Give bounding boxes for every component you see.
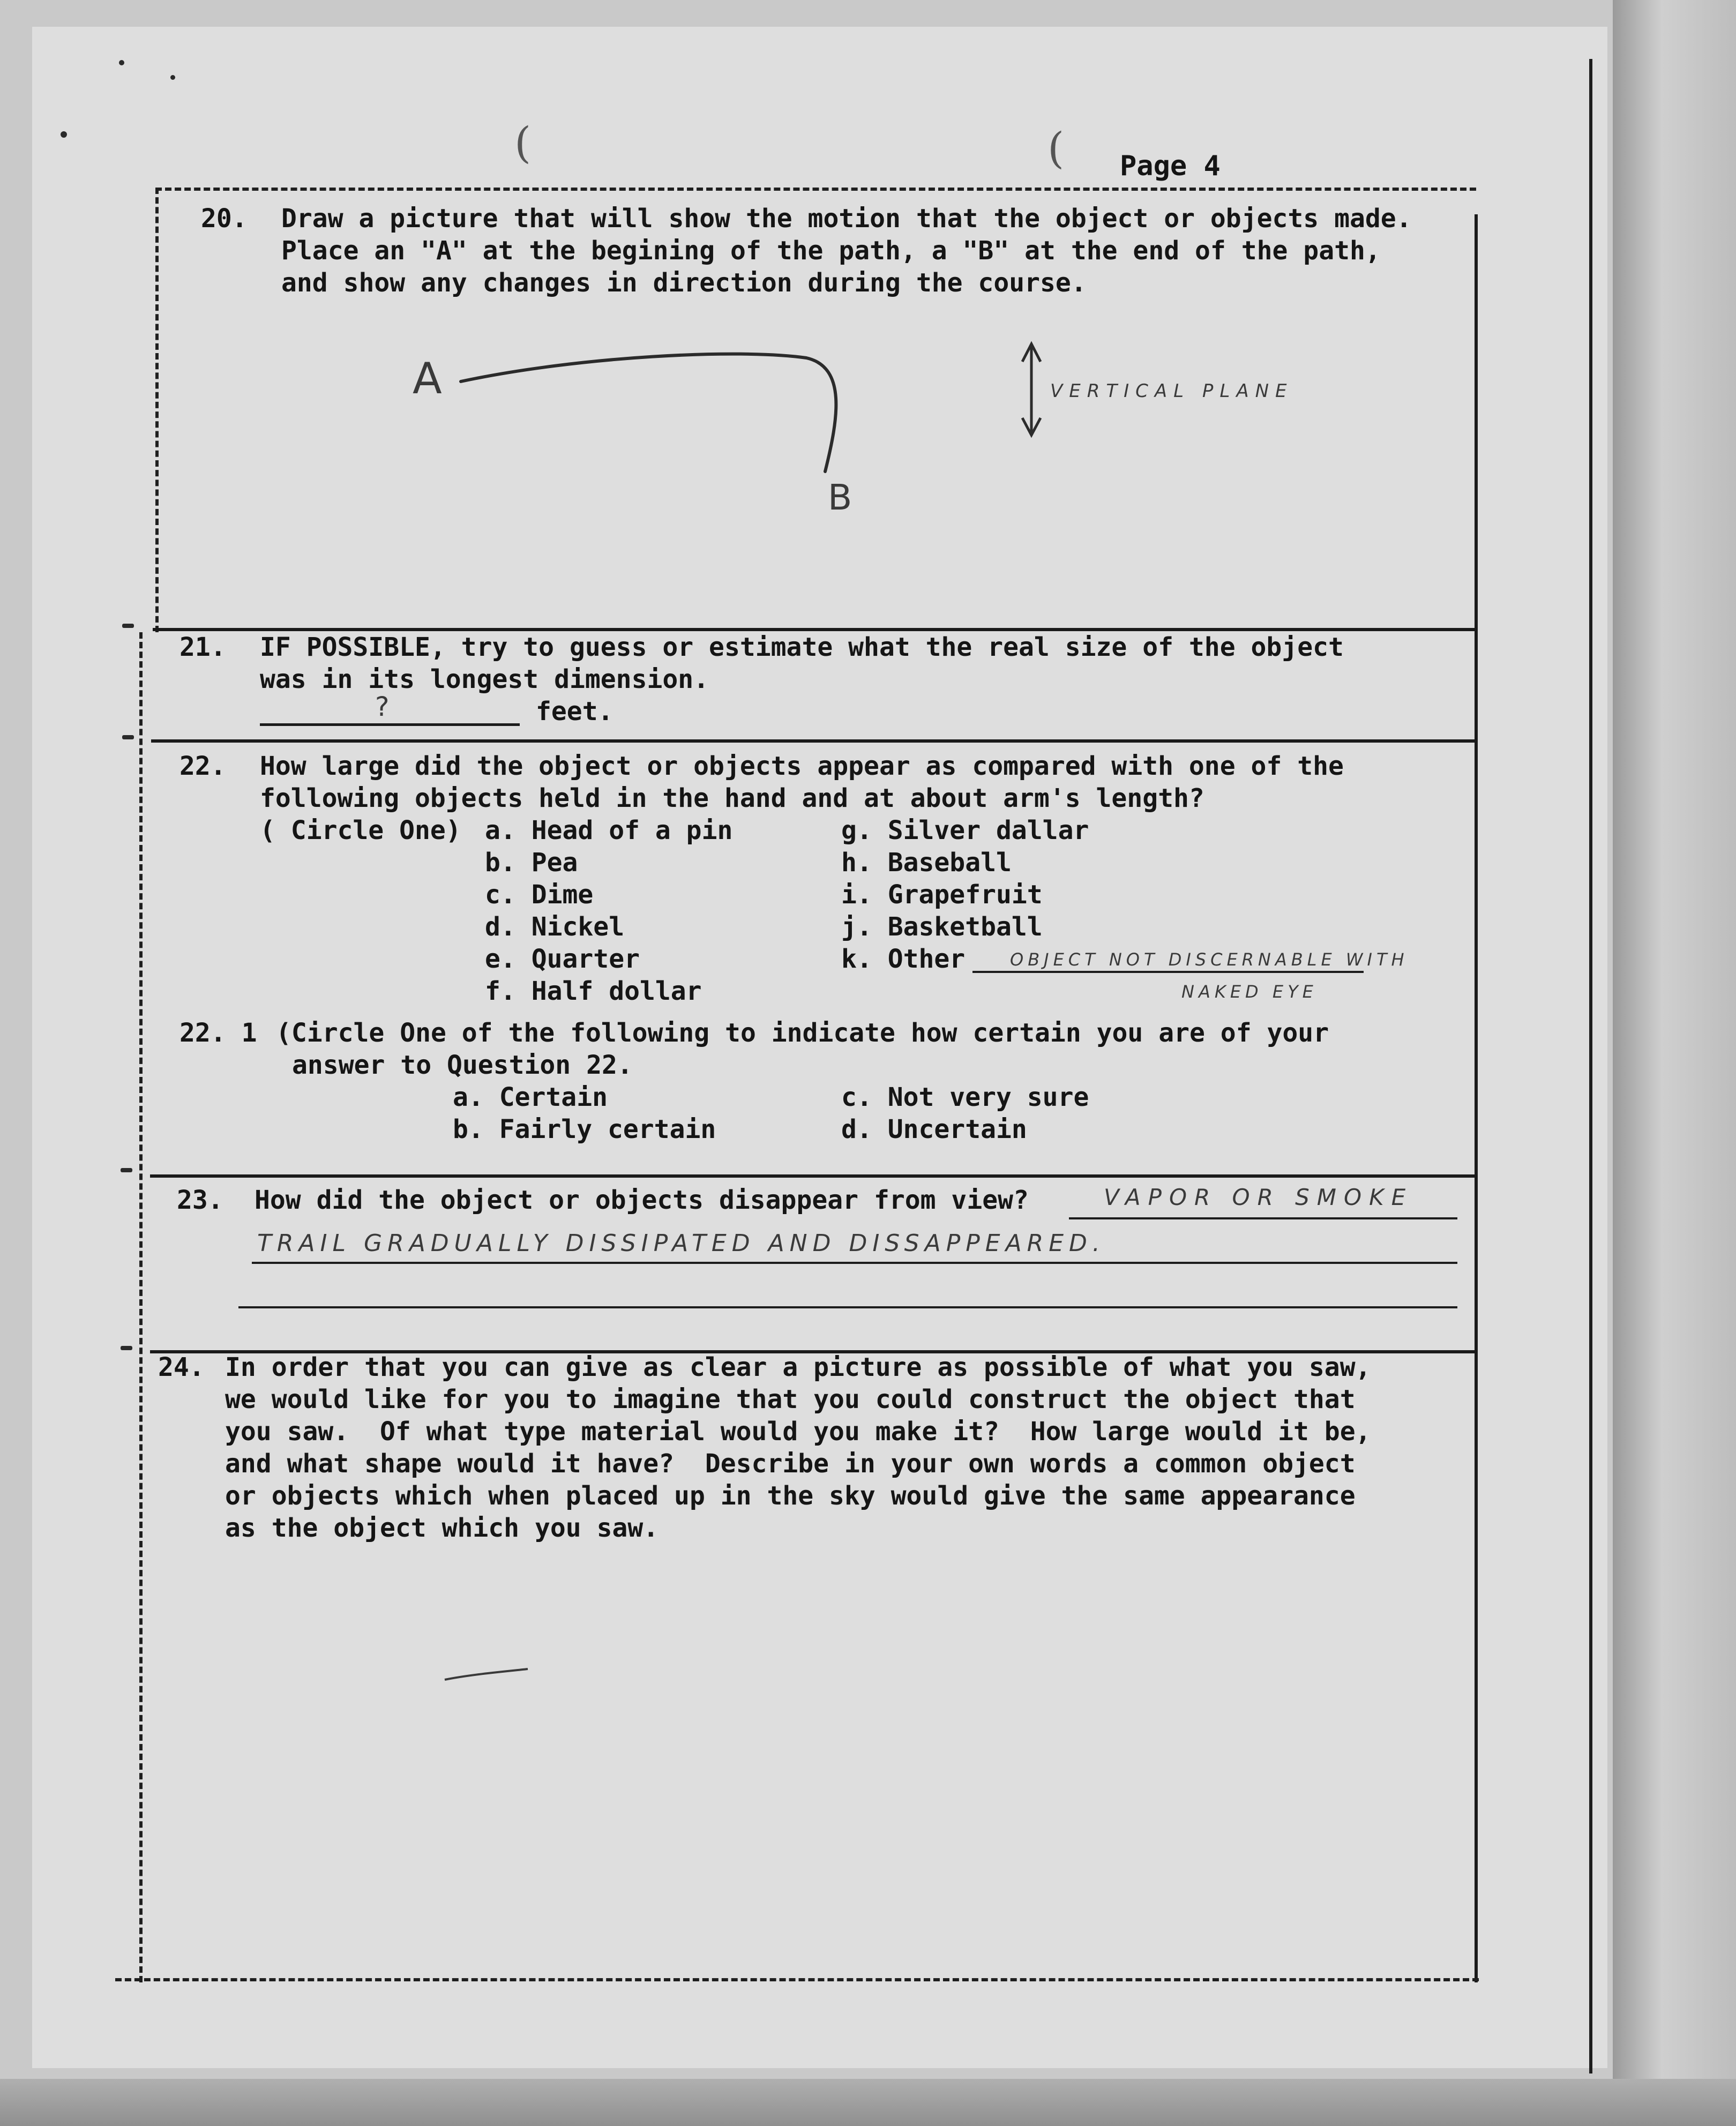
q22-1-line1: (Circle One of the following to indicate how certain you are of your <box>276 1018 1329 1048</box>
q21-answer-line <box>260 723 520 726</box>
q22-line2: following objects held in the hand and at about arm's length? <box>260 783 1204 813</box>
q22-1-option[interactable]: d. Uncertain <box>841 1114 1027 1144</box>
q22-option[interactable]: j. Basketball <box>841 912 1043 942</box>
q22-option-other[interactable]: k. Other <box>841 944 966 974</box>
sketch-start-label: A <box>413 354 444 403</box>
q23-answer-line <box>238 1306 1457 1308</box>
q22-1-number: 22. 1 <box>179 1018 257 1048</box>
q20-number: 20. <box>201 204 248 234</box>
q22-other-answer: NAKED EYE <box>1181 982 1318 1002</box>
q24-line: or objects which when placed up in the sky would give the same appearance <box>225 1481 1356 1511</box>
q24-line: In order that you can give as clear a picture as possible of what you saw, <box>225 1352 1371 1382</box>
q20-line1: Draw a picture that will show the motion that the object or objects made. <box>281 204 1412 234</box>
q22-option[interactable]: e. Quarter <box>485 944 640 974</box>
q20-line2: Place an "A" at the begining of the path, a "B" at the end of the path, <box>281 236 1381 266</box>
q24-number: 24. <box>158 1352 205 1382</box>
q24-line: as the object which you saw. <box>225 1513 659 1543</box>
q23-answer-line <box>252 1262 1457 1264</box>
q22-option[interactable]: g. Silver dallar <box>841 815 1089 845</box>
q22-number: 22. <box>179 751 226 781</box>
scan-paren-mark: ( <box>514 118 532 168</box>
sketch-end-label: B <box>828 477 855 518</box>
scan-paren-mark: ( <box>1047 123 1065 173</box>
q22-1-option[interactable]: b. Fairly certain <box>453 1114 716 1144</box>
q22-other-answer: OBJECT NOT DISCERNABLE WITH <box>1010 949 1409 970</box>
q22-option[interactable]: f. Half dollar <box>485 976 702 1006</box>
q22-option[interactable]: a. Head of a pin <box>485 815 733 845</box>
q23-number: 23. <box>177 1185 223 1215</box>
q22-option[interactable]: d. Nickel <box>485 912 625 942</box>
stray-pen-mark <box>445 1669 528 1680</box>
q21-line2: was in its longest dimension. <box>260 664 709 694</box>
q23-answer: TRAIL GRADUALLY DISSIPATED AND DISSAPPEARED. <box>257 1230 1105 1257</box>
sketch-note: VERTICAL PLANE <box>1050 380 1293 402</box>
q21-answer: ? <box>375 691 392 722</box>
q22-1-option[interactable]: a. Certain <box>453 1082 608 1112</box>
q22-1-option[interactable]: c. Not very sure <box>841 1082 1089 1112</box>
q22-line1: How large did the object or objects appear as compared with one of the <box>260 751 1344 781</box>
q22-option[interactable]: b. Pea <box>485 848 578 878</box>
q23-answer: VAPOR OR SMOKE <box>1104 1184 1413 1210</box>
q24-line: we would like for you to imagine that you could construct the object that <box>225 1384 1356 1414</box>
q22-option[interactable]: c. Dime <box>485 880 594 910</box>
q24-line: you saw. Of what type material would you make it? How large would it be, <box>225 1417 1371 1447</box>
q21-line1: IF POSSIBLE, try to guess or estimate what the real size of the object <box>260 632 1344 662</box>
q22-other-answer-line <box>972 971 1364 973</box>
q21-unit: feet. <box>536 697 613 727</box>
q22-1-line2: answer to Question 22. <box>292 1050 633 1080</box>
q22-option[interactable]: i. Grapefruit <box>841 880 1043 910</box>
q22-option[interactable]: h. Baseball <box>841 848 1012 878</box>
q24-line: and what shape would it have? Describe in your own words a common object <box>225 1449 1356 1479</box>
page-number: Page 4 <box>1120 150 1221 182</box>
q22-instruction: ( Circle One) <box>260 815 461 845</box>
motion-path <box>461 354 836 471</box>
q21-number: 21. <box>179 632 226 662</box>
q23-question: How did the object or objects disappear from view? <box>255 1185 1029 1215</box>
q20-line3: and show any changes in direction during the course. <box>281 268 1087 298</box>
q23-answer-line <box>1069 1217 1457 1219</box>
